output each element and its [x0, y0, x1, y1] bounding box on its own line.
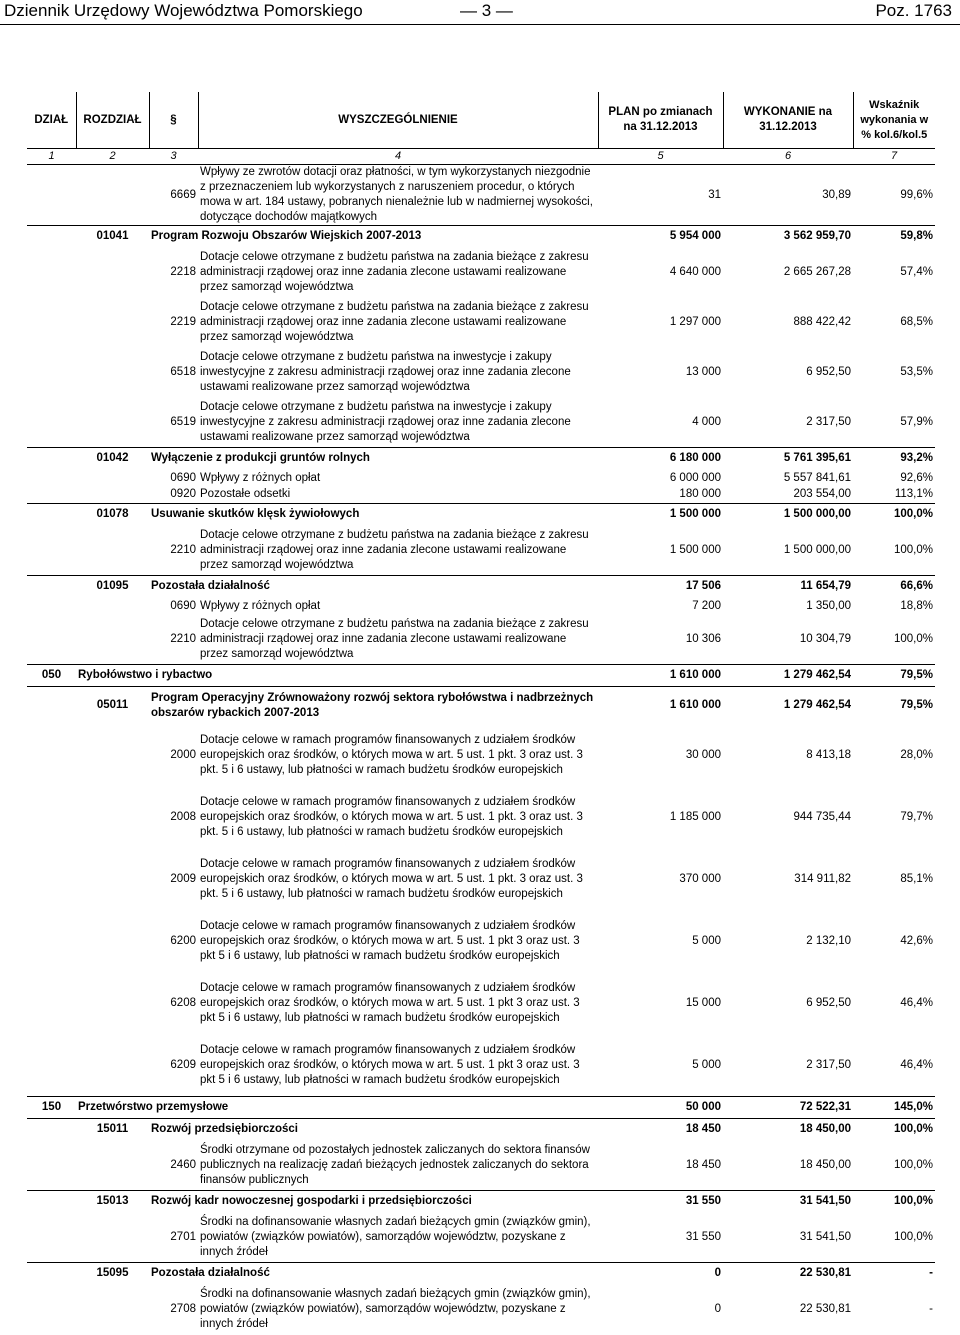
- empty-cell: [76, 1035, 149, 1097]
- empty-cell: [27, 165, 76, 226]
- empty-cell: [76, 487, 149, 504]
- plan-value: 18 450: [685, 1158, 721, 1171]
- row-description: Dotacje celowe otrzymane z budżetu państwa na zadania bieżące z zakresu administracji rządowej oraz inne zadania zlecone ustawami realizowane przez samorząd województwa: [200, 617, 589, 660]
- empty-cell: [27, 470, 76, 487]
- execution-value: 6 952,50: [806, 366, 851, 378]
- table-row: [27, 1035, 935, 1097]
- plan-value: 13 000: [685, 366, 721, 378]
- empty-cell: [27, 576, 76, 598]
- execution-percent: 93,2%: [853, 448, 935, 470]
- empty-cell: [76, 348, 149, 398]
- table-row: [27, 1191, 935, 1213]
- col-header-wskaznik: Wskaźnik wykonania w % kol.6/kol.5: [853, 92, 935, 149]
- execution-percent: 92,6%: [900, 471, 933, 484]
- page-header: [0, 0, 960, 25]
- execution-percent: 100,0%: [853, 504, 935, 526]
- empty-cell: [76, 1285, 149, 1335]
- execution-percent: -: [929, 1303, 933, 1315]
- paragraf-code: 2708: [170, 1303, 196, 1315]
- table-row: [27, 787, 935, 849]
- paragraf-code: 2701: [170, 1230, 196, 1243]
- empty-cell: [27, 787, 76, 849]
- empty-cell: [27, 226, 76, 248]
- execution-value: 22 530,81: [799, 1303, 851, 1315]
- paragraf-code: 2460: [170, 1158, 196, 1171]
- row-description: Dotacje celowe w ramach programów finansowanych z udziałem środków europejskich oraz środków, o których mowa w art. 5 ust. 1 pkt. 3 oraz ust. 3 pkt. 5 i 6 ustawy, lub płatności w ramach budżetu środków europejskich: [200, 858, 583, 900]
- table-header-row: [27, 92, 935, 149]
- empty-cell: [27, 1285, 76, 1335]
- row-description: Pozostała działalność: [149, 576, 598, 598]
- execution-percent: 79,7%: [900, 811, 933, 823]
- empty-cell: [27, 598, 76, 615]
- execution-value: 6 952,50: [806, 997, 851, 1009]
- empty-cell: [76, 248, 149, 298]
- paragraf-code: 2009: [170, 873, 196, 885]
- plan-value: 1 500 000: [669, 543, 721, 556]
- execution-value: 1 500 000,00: [723, 504, 853, 526]
- row-description: Wpływy z różnych opłat: [200, 599, 321, 612]
- budget-table: [27, 92, 935, 1335]
- empty-cell: [27, 725, 76, 787]
- execution-percent: -: [853, 1263, 935, 1285]
- execution-value: 2 132,10: [806, 935, 851, 947]
- execution-value: 31 541,50: [799, 1230, 851, 1243]
- empty-cell: [27, 1141, 76, 1191]
- paragraf-code: 6669: [170, 188, 196, 201]
- empty-cell: [27, 1191, 76, 1213]
- rozdzial-code: 15011: [76, 1119, 149, 1141]
- execution-percent: 46,4%: [900, 997, 933, 1009]
- journal-title: Dziennik Urzędowy Województwa Pomorskiego: [4, 1, 363, 20]
- row-description: Środki na dofinansowanie własnych zadań bieżących gmin (związków gmin), powiatów (związków powiatów), samorządów województw, pozyskane z innych źródeł: [200, 1288, 591, 1330]
- execution-value: 10 304,79: [799, 632, 851, 645]
- table-row: [27, 298, 935, 348]
- row-description: Rybołówstwo i rybactwo: [76, 665, 598, 687]
- plan-value: 1 610 000: [598, 665, 723, 687]
- empty-cell: [27, 504, 76, 526]
- paragraf-code: 2210: [170, 543, 196, 556]
- paragraf-code: 0920: [170, 488, 196, 501]
- empty-cell: [76, 598, 149, 615]
- column-number-row: [27, 149, 935, 165]
- execution-percent: 79,5%: [853, 665, 935, 687]
- plan-value: 6 000 000: [669, 471, 721, 484]
- table-row: [27, 504, 935, 526]
- empty-cell: [27, 687, 76, 725]
- paragraf-code: 2000: [170, 749, 196, 761]
- execution-percent: 59,8%: [853, 226, 935, 248]
- execution-value: 8 413,18: [806, 749, 851, 761]
- plan-value: 31 550: [685, 1230, 721, 1243]
- empty-cell: [76, 615, 149, 665]
- col-number: 1: [27, 149, 76, 165]
- empty-cell: [76, 298, 149, 348]
- col-header-rozdzial: ROZDZIAŁ: [76, 92, 149, 149]
- row-description: Dotacje celowe otrzymane z budżetu państwa na zadania bieżące z zakresu administracji rządowej oraz inne zadania zlecone ustawami realizowane przez samorząd województwa: [200, 528, 589, 571]
- execution-value: 314 911,82: [794, 873, 851, 885]
- row-description: Środki otrzymane od pozostałych jednostek zaliczanych do sektora finansów publicznych na realizację zadań bieżących jednostek zaliczanych do sektora finansów publicznych: [200, 1143, 590, 1186]
- row-description: Program Operacyjny Zrównoważony rozwój sektora rybołówstwa i nadbrzeżnych obszarów rybackich 2007-2013: [149, 687, 598, 725]
- execution-percent: 100,0%: [893, 1230, 933, 1243]
- plan-value: 7 200: [692, 599, 721, 612]
- plan-value: 1 297 000: [669, 316, 721, 328]
- row-description: Dotacje celowe w ramach programów finansowanych z udziałem środków europejskich oraz środków, o których mowa w art. 5 ust. 1 pkt. 3 oraz ust. 3 pkt. 5 i 6 ustawy, lub płatności w ramach budżetu środków europejskich: [200, 734, 583, 776]
- table-row: [27, 487, 935, 504]
- table-row: [27, 615, 935, 665]
- empty-cell: [27, 448, 76, 470]
- plan-value: 6 180 000: [598, 448, 723, 470]
- row-description: Wpływy z różnych opłat: [200, 471, 321, 484]
- paragraf-code: 6518: [170, 366, 196, 378]
- row-description: Dotacje celowe otrzymane z budżetu państwa na inwestycje i zakupy inwestycyjne z zakresu administracji rządowej oraz inne zadania zlecone ustawami realizowane przez samorząd województwa: [200, 400, 571, 443]
- empty-cell: [27, 298, 76, 348]
- execution-percent: 100,0%: [853, 1191, 935, 1213]
- execution-percent: 79,5%: [853, 687, 935, 725]
- execution-percent: 57,9%: [900, 415, 933, 428]
- plan-value: 5 000: [692, 1058, 721, 1071]
- empty-cell: [27, 973, 76, 1035]
- empty-cell: [27, 911, 76, 973]
- plan-value: 18 450: [598, 1119, 723, 1141]
- execution-value: 1 350,00: [806, 599, 851, 612]
- col-header-dzial: DZIAŁ: [27, 92, 76, 149]
- plan-value: 5 000: [692, 935, 721, 947]
- empty-cell: [76, 1141, 149, 1191]
- plan-value: 4 640 000: [669, 266, 721, 278]
- execution-value: 3 562 959,70: [723, 226, 853, 248]
- plan-value: 5 954 000: [598, 226, 723, 248]
- table-row: [27, 470, 935, 487]
- table-row: [27, 248, 935, 298]
- paragraf-code: 6200: [170, 935, 196, 947]
- table-row: [27, 973, 935, 1035]
- plan-value: 50 000: [598, 1097, 723, 1119]
- row-description: Dotacje celowe w ramach programów finansowanych z udziałem środków europejskich oraz środków, o których mowa w art. 5 ust. 1 pkt 3 oraz ust. 3 pkt 5 i 6 ustawy, lub płatności w ramach budżetu środków europejskich: [200, 1043, 580, 1086]
- col-number: 6: [723, 149, 853, 165]
- execution-percent: 66,6%: [853, 576, 935, 598]
- empty-cell: [76, 787, 149, 849]
- empty-cell: [76, 725, 149, 787]
- plan-value: 370 000: [679, 873, 721, 885]
- table-row: [27, 448, 935, 470]
- col-header-wykonanie: WYKONANIE na 31.12.2013: [723, 92, 853, 149]
- table-row: [27, 348, 935, 398]
- table-row: [27, 1119, 935, 1141]
- table-row: [27, 398, 935, 448]
- col-header-wyszczegolnienie: WYSZCZEGÓLNIENIE: [198, 92, 598, 149]
- table-row: [27, 849, 935, 911]
- execution-value: 18 450,00: [723, 1119, 853, 1141]
- col-number: 4: [198, 149, 598, 165]
- empty-cell: [27, 1035, 76, 1097]
- execution-value: 203 554,00: [793, 488, 851, 501]
- execution-value: 18 450,00: [799, 1158, 851, 1171]
- table-row: [27, 687, 935, 725]
- table-row: [27, 911, 935, 973]
- row-description: Pozostałe odsetki: [200, 488, 291, 501]
- dzial-code: 050: [27, 665, 76, 687]
- table-row: [27, 526, 935, 576]
- empty-cell: [27, 398, 76, 448]
- empty-cell: [76, 849, 149, 911]
- table-row: [27, 165, 935, 226]
- row-description: Środki na dofinansowanie własnych zadań bieżących gmin (związków gmin), powiatów (związków powiatów), samorządów województw, pozyskane z innych źródeł: [200, 1215, 591, 1258]
- execution-value: 22 530,81: [723, 1263, 853, 1285]
- paragraf-code: 2008: [170, 811, 196, 823]
- plan-value: 1 500 000: [598, 504, 723, 526]
- rozdzial-code: 01041: [76, 226, 149, 248]
- execution-value: 2 317,50: [806, 1058, 851, 1071]
- plan-value: 4 000: [692, 415, 721, 428]
- execution-percent: 100,0%: [893, 632, 933, 645]
- execution-percent: 42,6%: [900, 935, 933, 947]
- empty-cell: [27, 348, 76, 398]
- empty-cell: [27, 487, 76, 504]
- rozdzial-code: 01078: [76, 504, 149, 526]
- plan-value: 30 000: [685, 749, 721, 761]
- plan-value: 1 185 000: [669, 811, 721, 823]
- paragraf-code: 6208: [170, 997, 196, 1009]
- execution-value: 31 541,50: [723, 1191, 853, 1213]
- execution-percent: 57,4%: [900, 266, 933, 278]
- row-description: Dotacje celowe otrzymane z budżetu państwa na zadania bieżące z zakresu administracji rządowej oraz inne zadania zlecone ustawami realizowane przez samorząd województwa: [200, 251, 589, 293]
- row-description: Dotacje celowe otrzymane z budżetu państwa na inwestycje i zakupy inwestycyjne z zakresu administracji rządowej oraz inne zadania zlecone ustawami realizowane przez samorząd województwa: [200, 351, 571, 393]
- empty-cell: [76, 526, 149, 576]
- empty-cell: [27, 526, 76, 576]
- paragraf-code: 6209: [170, 1058, 196, 1071]
- empty-cell: [76, 1213, 149, 1263]
- execution-percent: 113,1%: [894, 488, 933, 501]
- row-description: Pozostała działalność: [149, 1263, 598, 1285]
- plan-value: 0: [714, 1303, 721, 1315]
- empty-cell: [27, 1263, 76, 1285]
- execution-value: 72 522,31: [723, 1097, 853, 1119]
- table-row: [27, 1285, 935, 1335]
- paragraf-code: 2218: [170, 266, 196, 278]
- paragraf-code: 2219: [170, 316, 196, 328]
- empty-cell: [76, 911, 149, 973]
- execution-value: 30,89: [822, 188, 851, 201]
- execution-value: 5 557 841,61: [783, 471, 851, 484]
- row-description: Dotacje celowe w ramach programów finansowanych z udziałem środków europejskich oraz środków, o których mowa w art. 5 ust. 1 pkt 3 oraz ust. 3 pkt 5 i 6 ustawy, lub płatności w ramach budżetu środków europejskich: [200, 920, 580, 962]
- execution-percent: 99,6%: [900, 188, 933, 201]
- row-description: Program Rozwoju Obszarów Wiejskich 2007-2013: [149, 226, 598, 248]
- page-number: — 3 —: [460, 1, 513, 20]
- empty-cell: [27, 849, 76, 911]
- table-row: [27, 226, 935, 248]
- plan-value: 31: [708, 188, 721, 201]
- empty-cell: [76, 470, 149, 487]
- plan-value: 31 550: [598, 1191, 723, 1213]
- execution-value: 1 500 000,00: [783, 543, 851, 556]
- execution-value: 5 761 395,61: [723, 448, 853, 470]
- position-number: Poz. 1763: [875, 1, 952, 20]
- col-number: 3: [149, 149, 198, 165]
- execution-value: 888 422,42: [793, 316, 851, 328]
- empty-cell: [27, 615, 76, 665]
- execution-percent: 28,0%: [900, 749, 933, 761]
- plan-value: 17 506: [598, 576, 723, 598]
- rozdzial-code: 05011: [76, 687, 149, 725]
- row-description: Rozwój przedsiębiorczości: [149, 1119, 598, 1141]
- execution-value: 11 654,79: [723, 576, 853, 598]
- col-header-paragraf: §: [149, 92, 198, 149]
- execution-percent: 68,5%: [900, 316, 933, 328]
- table-row: [27, 576, 935, 598]
- paragraf-code: 0690: [170, 599, 196, 612]
- execution-percent: 100,0%: [893, 1158, 933, 1171]
- col-number: 2: [76, 149, 149, 165]
- row-description: Dotacje celowe otrzymane z budżetu państwa na zadania bieżące z zakresu administracji rządowej oraz inne zadania zlecone ustawami realizowane przez samorząd województwa: [200, 301, 589, 343]
- row-description: Dotacje celowe w ramach programów finansowanych z udziałem środków europejskich oraz środków, o których mowa w art. 5 ust. 1 pkt. 3 oraz ust. 3 pkt. 5 i 6 ustawy, lub płatności w ramach budżetu środków europejskich: [200, 796, 583, 838]
- empty-cell: [27, 1213, 76, 1263]
- table-row: [27, 725, 935, 787]
- table-row: [27, 1263, 935, 1285]
- row-description: Wpływy ze zwrotów dotacji oraz płatności, w tym wykorzystanych niezgodnie z przeznaczeniem lub wykorzystanych z naruszeniem procedur, o których mowa w art. 184 ustawy, pobranych nienależnie lub w nadmiernej wysokości, dotyczące dochodów majątkowych: [200, 166, 593, 223]
- execution-value: 2 317,50: [806, 415, 851, 428]
- execution-percent: 100,0%: [893, 543, 933, 556]
- execution-value: 1 279 462,54: [723, 687, 853, 725]
- table-row: [27, 598, 935, 615]
- col-header-plan: PLAN po zmianach na 31.12.2013: [598, 92, 723, 149]
- plan-value: 0: [598, 1263, 723, 1285]
- empty-cell: [76, 973, 149, 1035]
- rozdzial-code: 15095: [76, 1263, 149, 1285]
- plan-value: 1 610 000: [598, 687, 723, 725]
- rozdzial-code: 01095: [76, 576, 149, 598]
- paragraf-code: 2210: [170, 632, 196, 645]
- execution-percent: 85,1%: [900, 873, 933, 885]
- plan-value: 15 000: [685, 997, 721, 1009]
- execution-percent: 46,4%: [900, 1058, 933, 1071]
- rozdzial-code: 01042: [76, 448, 149, 470]
- table-row: [27, 1141, 935, 1191]
- table-row: [27, 1097, 935, 1119]
- execution-percent: 145,0%: [853, 1097, 935, 1119]
- execution-value: 944 735,44: [793, 811, 851, 823]
- dzial-code: 150: [27, 1097, 76, 1119]
- execution-percent: 53,5%: [900, 366, 933, 378]
- execution-value: 1 279 462,54: [723, 665, 853, 687]
- empty-cell: [27, 1119, 76, 1141]
- paragraf-code: 6519: [170, 415, 196, 428]
- row-description: Dotacje celowe w ramach programów finansowanych z udziałem środków europejskich oraz środków, o których mowa w art. 5 ust. 1 pkt 3 oraz ust. 3 pkt 5 i 6 ustawy, lub płatności w ramach budżetu środków europejskich: [200, 982, 580, 1024]
- empty-cell: [76, 165, 149, 226]
- table-row: [27, 1213, 935, 1263]
- plan-value: 180 000: [679, 488, 721, 501]
- plan-value: 10 306: [685, 632, 721, 645]
- row-description: Usuwanie skutków klęsk żywiołowych: [149, 504, 598, 526]
- empty-cell: [27, 248, 76, 298]
- row-description: Wyłączenie z produkcji gruntów rolnych: [149, 448, 598, 470]
- col-number: 5: [598, 149, 723, 165]
- col-number: 7: [853, 149, 935, 165]
- row-description: Rozwój kadr nowoczesnej gospodarki i przedsiębiorczości: [149, 1191, 598, 1213]
- paragraf-code: 0690: [170, 471, 196, 484]
- empty-cell: [76, 398, 149, 448]
- execution-percent: 100,0%: [853, 1119, 935, 1141]
- execution-percent: 18,8%: [900, 599, 933, 612]
- table-row: [27, 665, 935, 687]
- rozdzial-code: 15013: [76, 1191, 149, 1213]
- execution-value: 2 665 267,28: [783, 266, 851, 278]
- row-description: Przetwórstwo przemysłowe: [76, 1097, 598, 1119]
